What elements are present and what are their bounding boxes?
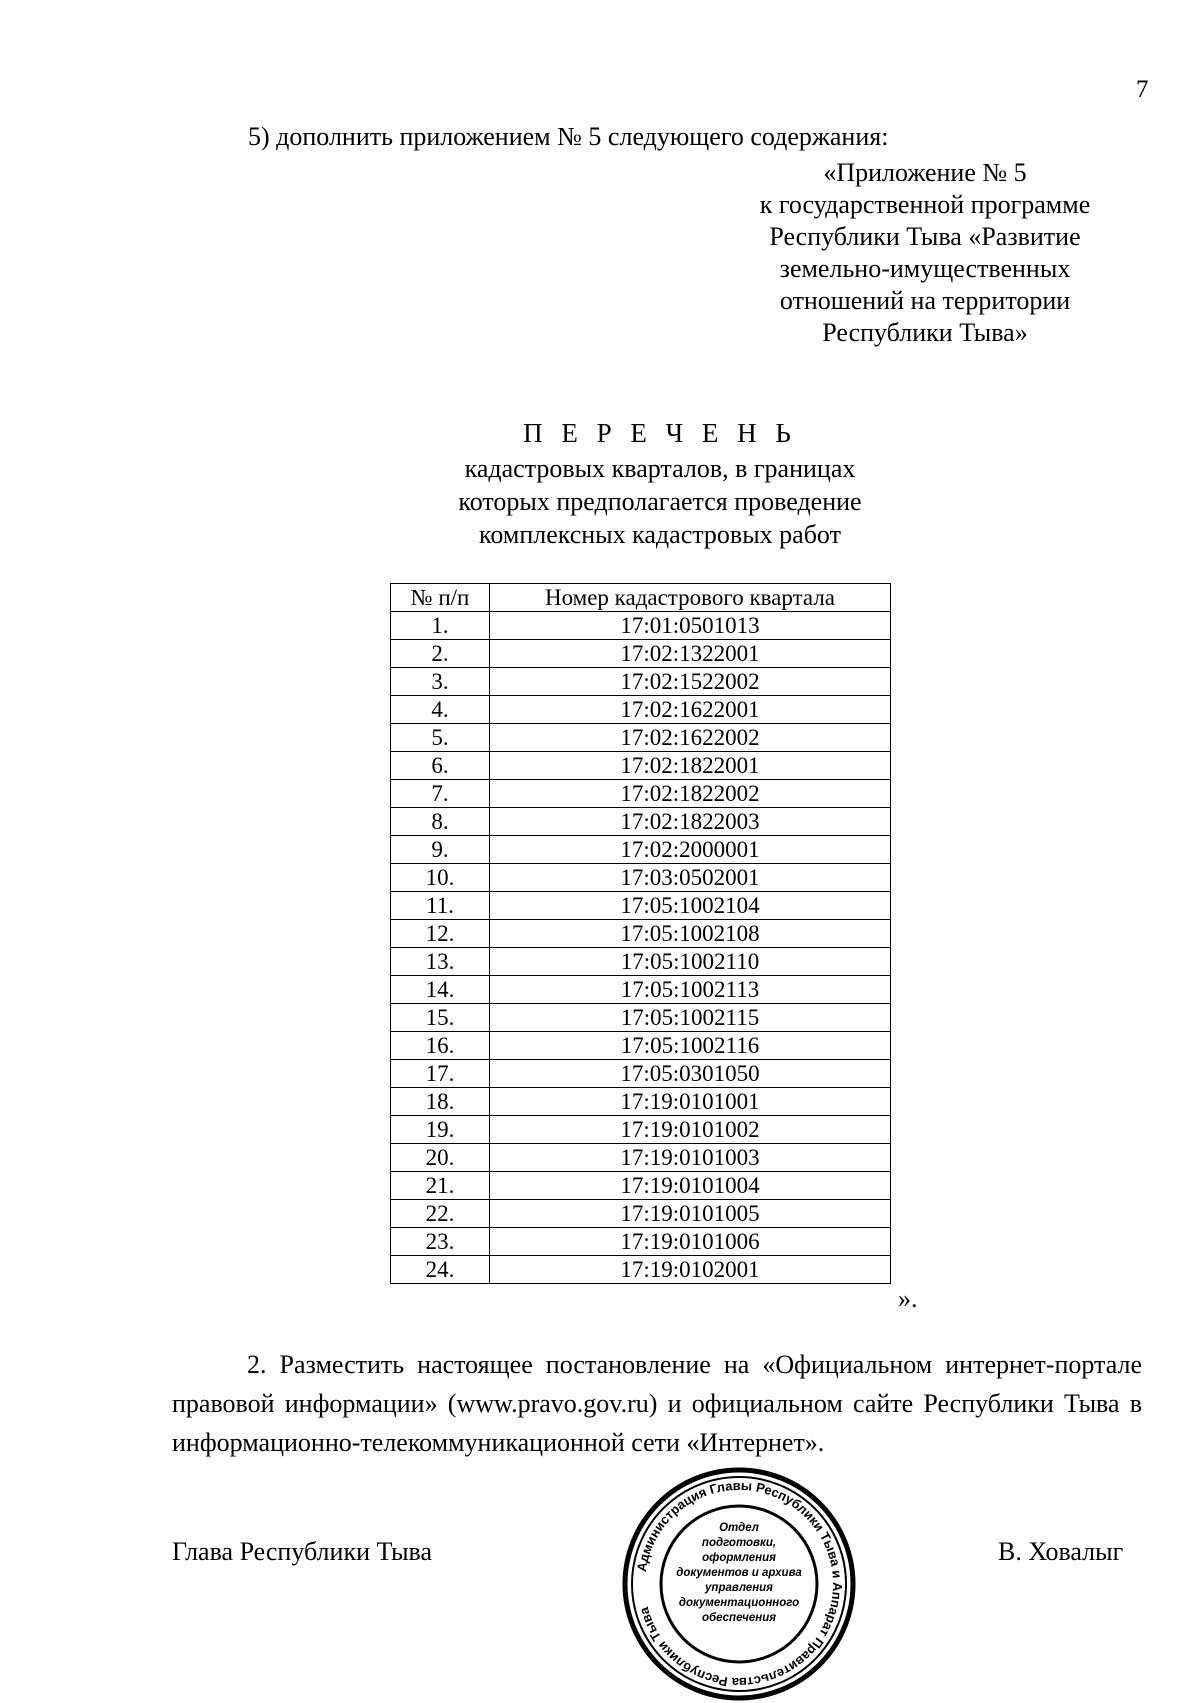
- table-row: [391, 1116, 891, 1144]
- row-number: 23.: [391, 1228, 490, 1256]
- table-row: [391, 696, 891, 724]
- table-row: [391, 780, 891, 808]
- cadastral-block-number: 17:05:1002104: [490, 892, 891, 920]
- cadastral-block-number: 17:19:0101004: [490, 1172, 891, 1200]
- table-row: [391, 948, 891, 976]
- signatory-name: В. Ховалыг: [998, 1537, 1124, 1566]
- row-number: 8.: [391, 808, 490, 836]
- table-row: [391, 836, 891, 864]
- table-row: [391, 1228, 891, 1256]
- cadastral-block-number: 17:02:1522002: [490, 668, 891, 696]
- row-number: 2.: [391, 640, 490, 668]
- signatory-position: Глава Республики Тыва: [172, 1537, 433, 1566]
- row-number: 12.: [391, 920, 490, 948]
- row-number: 24.: [391, 1256, 490, 1284]
- seal-inner-line: управления: [705, 1582, 773, 1594]
- cadastral-block-number: 17:19:0102001: [490, 1256, 891, 1284]
- seal-outer-text: Администрация Главы Республики Тыва и Аппарат Правительства Республики Тыва: [633, 1477, 846, 1691]
- appendix-header-line: земельно-имущественных: [779, 254, 1071, 283]
- table-row: [391, 808, 891, 836]
- table-row: [391, 668, 891, 696]
- cadastral-blocks-table: [390, 583, 891, 1284]
- table-row: [391, 1172, 891, 1200]
- appendix-header-line: к государственной программе: [759, 190, 1091, 219]
- cadastral-block-number: 17:02:1822001: [490, 752, 891, 780]
- header-number: № п/п: [391, 584, 490, 612]
- paragraph-2: 2. Разместить настоящее постановление на «Официальном интернет-портале правовой информации» (www.pravo.gov.ru) и официальном сайте Республики Тыва в информационно-телекоммуникационной сети «Интернет».: [172, 1350, 1142, 1457]
- row-number: 13.: [391, 948, 490, 976]
- appendix-header-line: Республики Тыва «Развитие: [769, 222, 1081, 251]
- table-row: [391, 864, 891, 892]
- appendix-header-line: отношений на территории: [779, 286, 1071, 315]
- cadastral-block-number: 17:02:1822003: [490, 808, 891, 836]
- row-number: 21.: [391, 1172, 490, 1200]
- list-subtitle-line: комплексных кадастровых работ: [479, 520, 841, 549]
- cadastral-block-number: 17:05:1002113: [490, 976, 891, 1004]
- table-row: [391, 752, 891, 780]
- cadastral-block-number: 17:01:0501013: [490, 612, 891, 640]
- seal-inner-line: подготовки,: [701, 1537, 777, 1549]
- table-body: [391, 612, 891, 1284]
- row-number: 9.: [391, 836, 490, 864]
- row-number: 14.: [391, 976, 490, 1004]
- cadastral-block-number: 17:02:1322001: [490, 640, 891, 668]
- row-number: 20.: [391, 1144, 490, 1172]
- cadastral-block-number: 17:02:2000001: [490, 836, 891, 864]
- list-subtitle-line: которых предполагается проведение: [458, 487, 862, 516]
- row-number: 5.: [391, 724, 490, 752]
- table-row: [391, 976, 891, 1004]
- row-number: 22.: [391, 1200, 490, 1228]
- cadastral-block-number: 17:05:1002116: [490, 1032, 891, 1060]
- cadastral-block-number: 17:19:0101006: [490, 1228, 891, 1256]
- cadastral-block-number: 17:02:1622002: [490, 724, 891, 752]
- row-number: 16.: [391, 1032, 490, 1060]
- table-row: [391, 1200, 891, 1228]
- row-number: 19.: [391, 1116, 490, 1144]
- cadastral-block-number: 17:02:1622001: [490, 696, 891, 724]
- table-row: [391, 640, 891, 668]
- cadastral-block-number: 17:19:0101002: [490, 1116, 891, 1144]
- table-row: [391, 920, 891, 948]
- table-row: [391, 1004, 891, 1032]
- row-number: 7.: [391, 780, 490, 808]
- seal-inner-line: Отдел: [719, 1522, 759, 1534]
- cadastral-block-number: 17:05:0301050: [490, 1060, 891, 1088]
- row-number: 17.: [391, 1060, 490, 1088]
- official-seal-stamp: [620, 1465, 858, 1703]
- row-number: 18.: [391, 1088, 490, 1116]
- table-row: [391, 612, 891, 640]
- cadastral-block-number: 17:05:1002115: [490, 1004, 891, 1032]
- list-subtitle-line: кадастровых кварталов, в границах: [464, 454, 856, 483]
- table-header-row: [391, 584, 891, 612]
- cadastral-block-number: 17:19:0101001: [490, 1088, 891, 1116]
- row-number: 10.: [391, 864, 490, 892]
- table-row: [391, 1144, 891, 1172]
- cadastral-block-number: 17:03:0502001: [490, 864, 891, 892]
- table-row: [391, 1088, 891, 1116]
- row-number: 3.: [391, 668, 490, 696]
- closing-quote: ».: [898, 1284, 918, 1313]
- amendment-item-5: 5) дополнить приложением № 5 следующего содержания:: [248, 122, 889, 151]
- header-cadastral-block: Номер кадастрового квартала: [490, 584, 891, 612]
- table-row: [391, 1032, 891, 1060]
- row-number: 1.: [391, 612, 490, 640]
- page-number: 7: [1136, 76, 1149, 103]
- seal-inner-line: оформления: [702, 1552, 776, 1564]
- list-heading: П Е Р Е Ч Е Н Ь: [523, 418, 797, 448]
- appendix-header-line: «Приложение № 5: [823, 158, 1027, 187]
- table-row: [391, 1256, 891, 1284]
- cadastral-block-number: 17:19:0101005: [490, 1200, 891, 1228]
- row-number: 4.: [391, 696, 490, 724]
- row-number: 6.: [391, 752, 490, 780]
- table-row: [391, 724, 891, 752]
- table-row: [391, 1060, 891, 1088]
- cadastral-block-number: 17:05:1002108: [490, 920, 891, 948]
- appendix-header-line: Республики Тыва»: [822, 318, 1028, 347]
- row-number: 11.: [391, 892, 490, 920]
- table-row: [391, 892, 891, 920]
- cadastral-block-number: 17:19:0101003: [490, 1144, 891, 1172]
- seal-inner-line: документов и архива: [676, 1567, 802, 1579]
- row-number: 15.: [391, 1004, 490, 1032]
- cadastral-block-number: 17:02:1822002: [490, 780, 891, 808]
- seal-inner-line: обеспечения: [701, 1612, 777, 1624]
- appendix-header: [735, 157, 1115, 349]
- seal-inner-line: документационного: [678, 1597, 800, 1609]
- list-title: [400, 417, 920, 551]
- cadastral-block-number: 17:05:1002110: [490, 948, 891, 976]
